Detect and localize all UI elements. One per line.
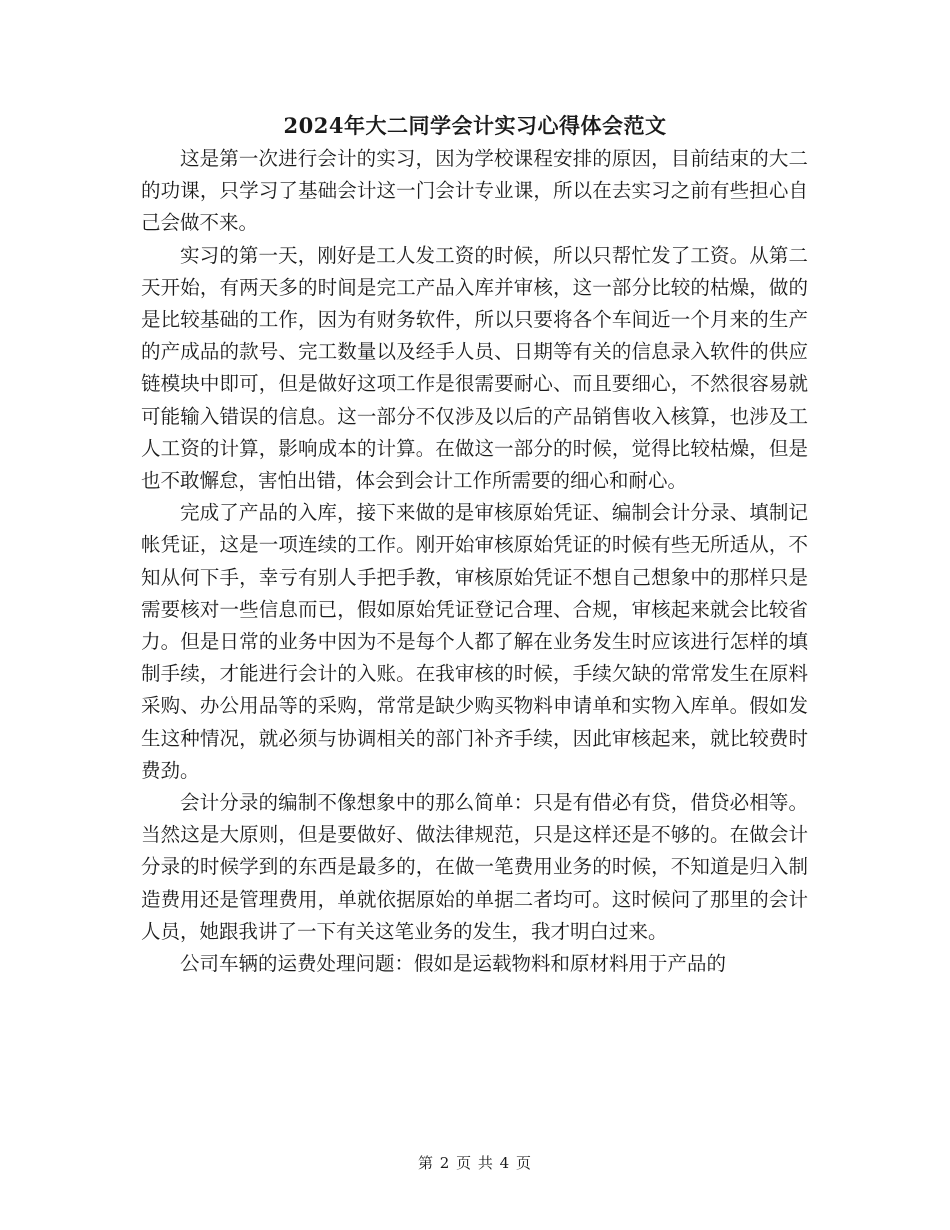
document-body [141, 143, 808, 980]
paragraph: 公司车辆的运费处理问题：假如是运载物料和原材料用于产品的 [180, 952, 727, 976]
paragraph: 完成了产品的入库，接下来做的是审核原始凭证、编制会计分录、填制记帐凭证，这是一项连续的工作。刚开始审核原始凭证的时候有些无所适从，不知从何下手，幸亏有别人手把手教，审核原始凭证不想自己想象中的那样只是需要核对一些信息而已，假如原始凭证登记合理、合规，审核起来就会比较省力。但是日常的业务中因为不是每个人都了解在业务发生时应该进行怎样的填制手续，才能进行会计的入账。在我审核的时候，手续欠缺的常常发生在原料采购、办公用品等的采购，常常是缺少购买物料申请单和实物入库单。假如发生这种情况，就必须与协调相关的部门补齐手续，因此审核起来，就比较费时费劲。 [141, 501, 808, 782]
page-number-footer: 第 2 页 共 4 页 [418, 1154, 532, 1172]
paragraph: 会计分录的编制不像想象中的那么简单：只是有借必有贷，借贷必相等。当然这是大原则，但是要做好、做法律规范，只是这样还是不够的。在做会计分录的时候学到的东西是最多的，在做一笔费用业务的时候，不知道是归入制造费用还是管理费用，单就依据原始的单据二者均可。这时候问了那里的会计人员，她跟我讲了一下有关这笔业务的发生，我才明白过来。 [141, 791, 808, 943]
document-title: 2024年大二同学会计实习心得体会范文 [283, 113, 667, 138]
paragraph: 实习的第一天，刚好是工人发工资的时候，所以只帮忙发了工资。从第二天开始，有两天多的时间是完工产品入库并审核，这一部分比较的枯燥，做的是比较基础的工作，因为有财务软件，所以只要将各个车间近一个月来的生产的产成品的款号、完工数量以及经手人员、日期等有关的信息录入软件的供应链模块中即可，但是做好这项工作是很需要耐心、而且要细心，不然很容易就可能输入错误的信息。这一部分不仅涉及以后的产品销售收入核算，也涉及工人工资的计算，影响成本的计算。在做这一部分的时候，觉得比较枯燥，但是也不敢懈怠，害怕出错，体会到会计工作所需要的细心和耐心。 [141, 243, 808, 493]
paragraph: 这是第一次进行会计的实习，因为学校课程安排的原因，目前结束的大二的功课，只学习了基础会计这一门会计专业课，所以在去实习之前有些担心自己会做不来。 [141, 147, 808, 235]
